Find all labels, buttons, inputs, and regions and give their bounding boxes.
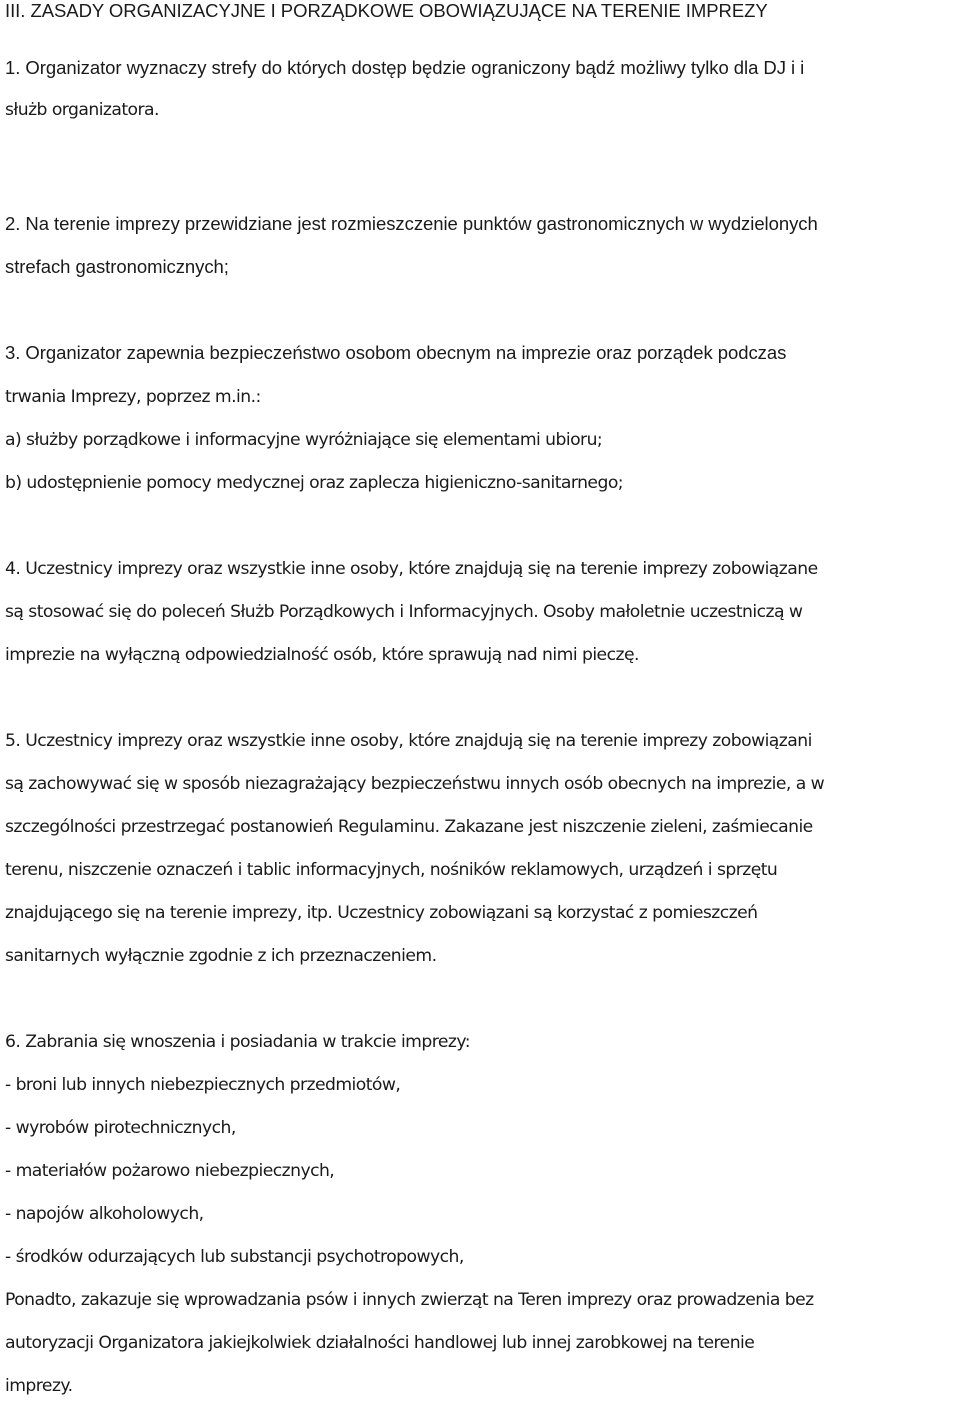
- paragraph-1-line-1: 1. Organizator wyznaczy strefy do których dostęp będzie ograniczony bądź możliwy tylko dla DJ i i: [5, 57, 805, 78]
- paragraph-4-line-2: są stosować się do poleceń Służb Porządkowych i Informacyjnych. Osoby małoletnie uczestniczą w: [5, 602, 803, 622]
- paragraph-3-item-b: b) udostępnienie pomocy medycznej oraz zaplecza higieniczno-sanitarnego;: [5, 473, 624, 493]
- paragraph-4-line-3: imprezie na wyłączną odpowiedzialność osób, które sprawują nad nimi pieczę.: [5, 645, 639, 665]
- paragraph-3-line-1: 3. Organizator zapewnia bezpieczeństwo osobom obecnym na imprezie oraz porządek podczas: [5, 342, 787, 363]
- paragraph-5-line-5: znajdującego się na terenie imprezy, itp. Uczestnicy zobowiązani są korzystać z pomieszczeń: [5, 903, 758, 923]
- paragraph-4-line-1: 4. Uczestnicy imprezy oraz wszystkie inne osoby, które znajdują się na terenie imprezy zobowiązane: [5, 559, 818, 579]
- paragraph-5-line-6: sanitarnych wyłącznie zgodnie z ich przeznaczeniem.: [5, 946, 437, 966]
- paragraph-6-closing-line-2: autoryzacji Organizatora jakiejkolwiek działalności handlowej lub innej zarobkowej na terenie: [5, 1333, 755, 1353]
- paragraph-5-line-3: szczególności przestrzegać postanowień Regulaminu. Zakazane jest niszczenie zieleni, zaśmiecanie: [5, 817, 813, 837]
- prohibited-item-drugs: - środków odurzających lub substancji psychotropowych,: [5, 1247, 464, 1267]
- prohibited-item-alcohol: - napojów alkoholowych,: [5, 1204, 204, 1224]
- paragraph-3-item-a: a) służby porządkowe i informacyjne wyróżniające się elementami ubioru;: [5, 430, 603, 450]
- paragraph-5-line-1: 5. Uczestnicy imprezy oraz wszystkie inne osoby, które znajdują się na terenie imprezy zobowiązani: [5, 731, 812, 751]
- section-heading: III. ZASADY ORGANIZACYJNE I PORZĄDKOWE OBOWIĄZUJĄCE NA TERENIE IMPREZY: [5, 0, 768, 21]
- paragraph-2-line-2: strefach gastronomicznych;: [5, 256, 229, 277]
- paragraph-6-closing-line-1: Ponadto, zakazuje się wprowadzania psów i innych zwierząt na Teren imprezy oraz prowadzenia bez: [5, 1290, 814, 1310]
- paragraph-1-line-2: służb organizatora.: [5, 100, 159, 120]
- prohibited-item-flammables: - materiałów pożarowo niebezpiecznych,: [5, 1161, 335, 1181]
- prohibited-item-pyrotechnics: - wyrobów pirotechnicznych,: [5, 1118, 236, 1138]
- paragraph-6-closing-line-3: imprezy.: [5, 1376, 73, 1396]
- paragraph-6-line-1: 6. Zabrania się wnoszenia i posiadania w trakcie imprezy:: [5, 1032, 470, 1052]
- prohibited-item-weapons: - broni lub innych niebezpiecznych przedmiotów,: [5, 1075, 401, 1095]
- paragraph-3-line-2: trwania Imprezy, poprzez m.in.:: [5, 387, 261, 407]
- paragraph-5-line-2: są zachowywać się w sposób niezagrażający bezpieczeństwu innych osób obecnych na imprezie, a w: [5, 774, 825, 794]
- paragraph-5-line-4: terenu, niszczenie oznaczeń i tablic informacyjnych, nośników reklamowych, urządzeń i sprzętu: [5, 860, 778, 880]
- paragraph-2-line-1: 2. Na terenie imprezy przewidziane jest rozmieszczenie punktów gastronomicznych w wydzielonych: [5, 213, 818, 234]
